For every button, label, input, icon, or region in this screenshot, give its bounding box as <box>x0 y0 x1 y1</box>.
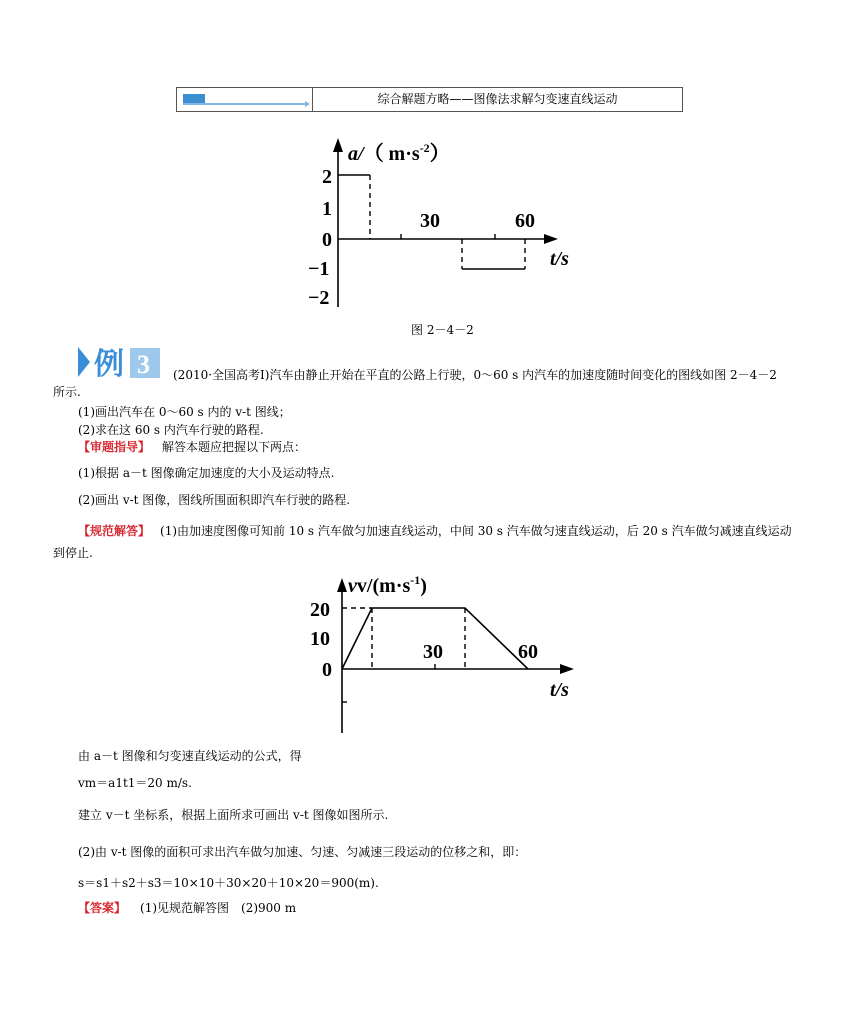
solution-line-2: vm＝a1t1＝20 m/s. <box>78 776 192 790</box>
figure-a-t-chart <box>300 132 600 317</box>
solution-line-1: 由 a－t 图像和匀变速直线运动的公式，得 <box>78 749 302 763</box>
y-tick-label: −2 <box>308 287 330 309</box>
svg-text:3: 3 <box>137 350 150 379</box>
y-tick-label: 20 <box>310 599 330 621</box>
guide-heading <box>78 439 306 455</box>
x-tick-label: 30 <box>420 210 440 232</box>
answer-row <box>78 900 296 916</box>
solution-line-5: s＝s1＋s2＋s3＝10×10＋30×20＋10×20＝900(m). <box>78 876 379 890</box>
example-intro-cont: 所示. <box>53 385 81 399</box>
y-axis-label: $vv/(m\cdot s^{-1})$ <box>348 573 427 597</box>
question-2: (2)求在这 60 s 内汽车行驶的路程. <box>78 423 264 437</box>
answer-text: (1)见规范解答图 (2)900 m <box>140 901 297 915</box>
x-tick-label: 60 <box>515 210 535 232</box>
header-title: 综合解题方略——图像法求解匀变速直线运动 <box>377 92 618 106</box>
solution-text: (1)由加速度图像可知前 10 s 汽车做匀加速直线运动，中间 30 s 汽车做匀速直线运动，后 20 s 汽车做匀减速直线运动 <box>160 524 792 538</box>
y-tick-label: −1 <box>308 258 330 280</box>
figure-v-t-chart <box>300 570 590 740</box>
section-header <box>176 87 683 112</box>
example-badge <box>78 345 162 379</box>
y-tick-label: 0 <box>322 659 332 681</box>
example-intro: (2010·全国高考Ⅰ)汽车由静止开始在平直的公路上行驶，0～60 s 内汽车的加速度随时间变化的图线如图 2－4－2 <box>173 368 777 382</box>
solution-heading <box>78 523 792 539</box>
y-tick-label: 0 <box>322 229 332 251</box>
answer-label: 【答案】 <box>78 901 127 915</box>
guide-point-1: (1)根据 a－t 图像确定加速度的大小及运动特点. <box>78 466 335 480</box>
y-tick-label: 1 <box>322 198 332 220</box>
x-tick-label: 60 <box>518 641 538 663</box>
arrow-icon <box>177 88 312 111</box>
y-axis-label: a/（ $m\cdot s^{-2}$） <box>348 141 450 165</box>
x-axis-label: t/s <box>550 248 569 270</box>
y-axis-arrow-icon <box>333 138 343 152</box>
guide-point-2: (2)画出 v-t 图像，图线所围面积即汽车行驶的路程. <box>78 493 351 507</box>
solution-line-4: (2)由 v-t 图像的面积可求出汽车做匀加速、匀速、匀减速三段运动的位移之和，即： <box>78 845 527 859</box>
figure-caption: 图 2－4－2 <box>411 323 474 337</box>
y-tick-label: 2 <box>322 166 332 188</box>
guide-label: 【审题指导】 <box>78 440 151 454</box>
solution-label: 【规范解答】 <box>78 524 151 538</box>
header-decoration <box>177 88 313 111</box>
x-axis-label: t/s <box>550 679 569 701</box>
y-tick-label: 10 <box>310 628 330 650</box>
guide-text: 解答本题应把握以下两点： <box>162 440 307 454</box>
solution-line-3: 建立 v－t 坐标系，根据上面所求可画出 v-t 图像如图所示. <box>78 808 389 822</box>
x-tick-label: 30 <box>423 641 443 663</box>
x-axis-arrow-icon <box>560 664 574 674</box>
y-axis-arrow-icon <box>337 578 347 592</box>
solution-text-cont: 到停止. <box>53 546 93 560</box>
badge-arrow-icon <box>78 347 90 377</box>
question-1: (1)画出汽车在 0～60 s 内的 v-t 图线； <box>78 405 291 419</box>
svg-text:例: 例 <box>94 348 124 379</box>
x-axis-arrow-icon <box>544 234 558 244</box>
